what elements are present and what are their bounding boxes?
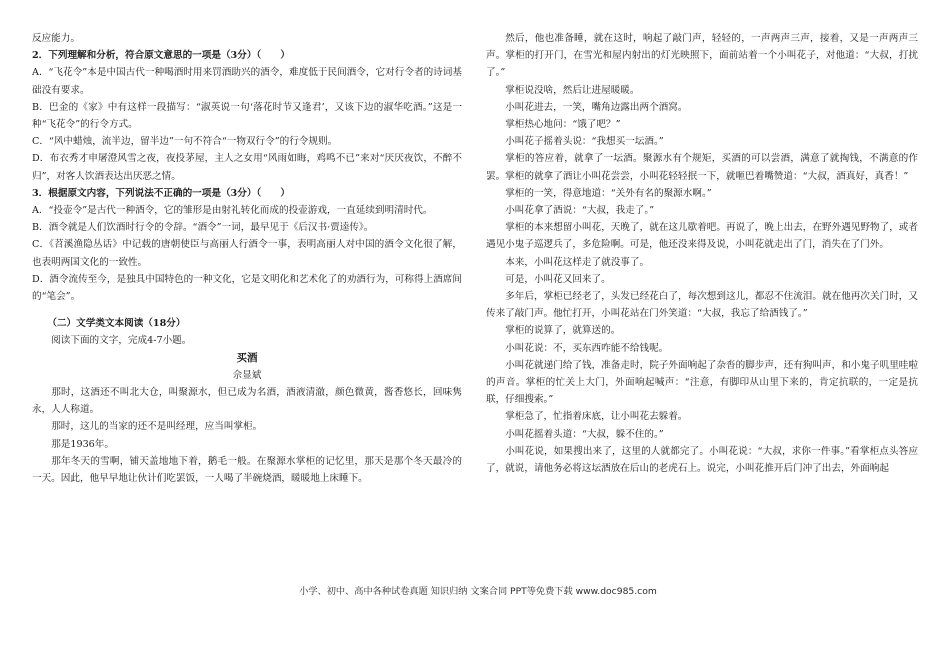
left-paragraph: D．酒令流传至今，是独具中国特色的一种文化，它是文明化和艺术化了的劝酒行为，可称得上酒席间的“笔会”。 (32, 273, 462, 303)
right-paragraph: 小叫花子摇着头说：“我想买一坛酒。” (505, 136, 664, 148)
left-paragraph: 反应能力。 (32, 33, 80, 44)
page-footer: 小学、初中、高中各种试卷真题 知识归纳 文案合同 PPT等免费下载 www.doc985.com (299, 586, 657, 597)
left-paragraph: （二）文学类文本阅读（18分） (47, 318, 186, 330)
left-paragraph: 3．根据原文内容，下列说法不正确的一项是（3分）（ ） (32, 187, 290, 199)
right-paragraph: 小叫花摇着头道：“大叔，躲不住的。” (505, 428, 664, 440)
right-paragraph: 可是，小叫花又回来了。 (505, 273, 611, 285)
right-paragraph: 掌柜急了，忙指着床底，让小叫花去躲着。 (505, 411, 688, 423)
left-paragraph: C．“风中蜡烛，流半边，留半边”一句不符合“一物双行令”的行令规则。 (32, 136, 338, 148)
left-paragraph: 那年冬天的雪啊，铺天盖地地下着，鹅毛一般。在聚源水掌柜的记忆里，那天是那个冬天最冷的一天。因此，他早早地让伙计们吃罢饭，一人喝了半碗烧酒，暖暖地上床睡下。 (32, 455, 462, 485)
left-paragraph: 阅读下面的文字，完成4-7小题。 (51, 335, 192, 347)
right-paragraph: 掌柜的说算了，就算送的。 (505, 325, 621, 337)
right-paragraph: 掌柜的本来想留小叫花，天晚了，就在这儿歇着吧。再说了，晚上出去，在野外遇见野物了，或者遇见小鬼子巡逻兵了，多危险啊。可是，他还没来得及说，小叫花就走出了门，消失在了门外。 (486, 222, 918, 251)
left-paragraph: B．巴金的《家》中有这样一段描写：“淑英说一句‘落花时节又逢君’，又该下边的淑华吃酒。”这是一种“飞花令”的行令方式。 (32, 101, 462, 131)
right-paragraph: 小叫花就递门给了钱，准备走时，院子外面响起了杂沓的脚步声，还有狗叫声，和小鬼子叽里哇啦的声音。掌柜的忙关上大门，外面响起喊声：“注意，有脚印从山里下来的，肯定抗联的，一定是抗联，仔细搜索。” (486, 359, 918, 406)
left-paragraph: 买酒 (236, 351, 258, 364)
left-paragraph: A．“投壶令”是古代一种酒令，它的雏形是由射礼转化而成的投壶游戏，一直延续到明清时代。 (32, 205, 433, 217)
right-paragraph: 多年后，掌柜已经老了，头发已经花白了，每次想到这儿，都忍不住流泪。就在他再次关门时，又传来了敲门声。他忙打开，小叫花站在门外笑道：“大叔，我忘了给酒钱了。” (486, 291, 918, 320)
left-paragraph: B．酒令就是人们饮酒时行令的令辞。“酒令”一词，最早见于《后汉书·贾逵传》。 (32, 222, 374, 234)
left-paragraph: 那时，这儿的当家的还不是叫经理，应当叫掌柜。 (51, 421, 263, 433)
right-paragraph: 小叫花说，如果搜出来了，这里的人就都完了。小叫花说：“大叔，求你一件事。”看掌柜点头答应了，就说，请他务必将这坛酒放在后山的老虎石上。说完，小叫花推开后门冲了出去，外面响起 (486, 445, 918, 475)
left-paragraph: C．《苕溪渔隐丛话》中记载的唐朝使臣与高丽人行酒令一事，表明高丽人对中国的酒令文化很了解，也表明两国文化的一致性。 (32, 239, 462, 268)
right-paragraph: 本来，小叫花这样走了就没事了。 (505, 256, 650, 268)
left-paragraph: D．布衣秀才申屠澄风雪之夜，夜投茅屋，主人之女用“风雨如晦，鸡鸣不已”来对“厌厌夜饮，不醉不归”，对客人饮酒表达出厌恶之情。 (32, 153, 462, 182)
left-paragraph: 那时，这酒还不叫北大仓，叫聚源水，但已成为名酒，酒液清澈，颜色微黄，酱香悠长，回味隽永，人人称道。 (32, 387, 462, 416)
right-paragraph: 掌柜热心地问：“饿了吧？” (505, 119, 621, 131)
right-paragraph: 掌柜的答应着，就拿了一坛酒。聚源水有个规矩，买酒的可以尝酒，满意了就掏钱，不满意的作罢。掌柜的就拿了酒让小叫花尝尝，小叫花轻轻抿一下，就咂巴着嘴赞道：“大叔，酒真好，真香！” (486, 153, 918, 182)
right-paragraph: 然后，他也准备睡，就在这时，响起了敲门声，轻轻的，一声两声三声，接着，又是一声两声三声。掌柜的打开门，在雪光和屋内射出的灯光映照下，面前站着一个小叫花子，对他道：“大叔，打扰了。” (486, 33, 918, 79)
right-paragraph: 小叫花说：不，买东西咋能不给钱呢。 (505, 342, 669, 354)
right-paragraph: 掌柜说没啥，然后让进屋暖暖。 (505, 84, 640, 96)
right-paragraph: 掌柜的一笑，得意地道：“关外有名的聚源水啊。” (505, 187, 712, 199)
left-paragraph: A．“飞花令”本是中国古代一种喝酒时用来罚酒助兴的酒令，难度低于民间酒令，它对行令者的诗词基础没有要求。 (32, 67, 462, 96)
left-paragraph: 那是1936年。 (51, 438, 114, 450)
left-paragraph: 2．下列理解和分析，符合原文意思的一项是（3分）（ ） (32, 50, 290, 62)
left-column (32, 30, 462, 487)
left-paragraph: 佘显斌 (232, 369, 262, 381)
right-column (486, 30, 918, 477)
right-paragraph: 小叫花进去，一笑，嘴角边露出两个酒窝。 (505, 101, 688, 113)
right-paragraph: 小叫花拿了酒说：“大叔，我走了。” (505, 205, 655, 217)
